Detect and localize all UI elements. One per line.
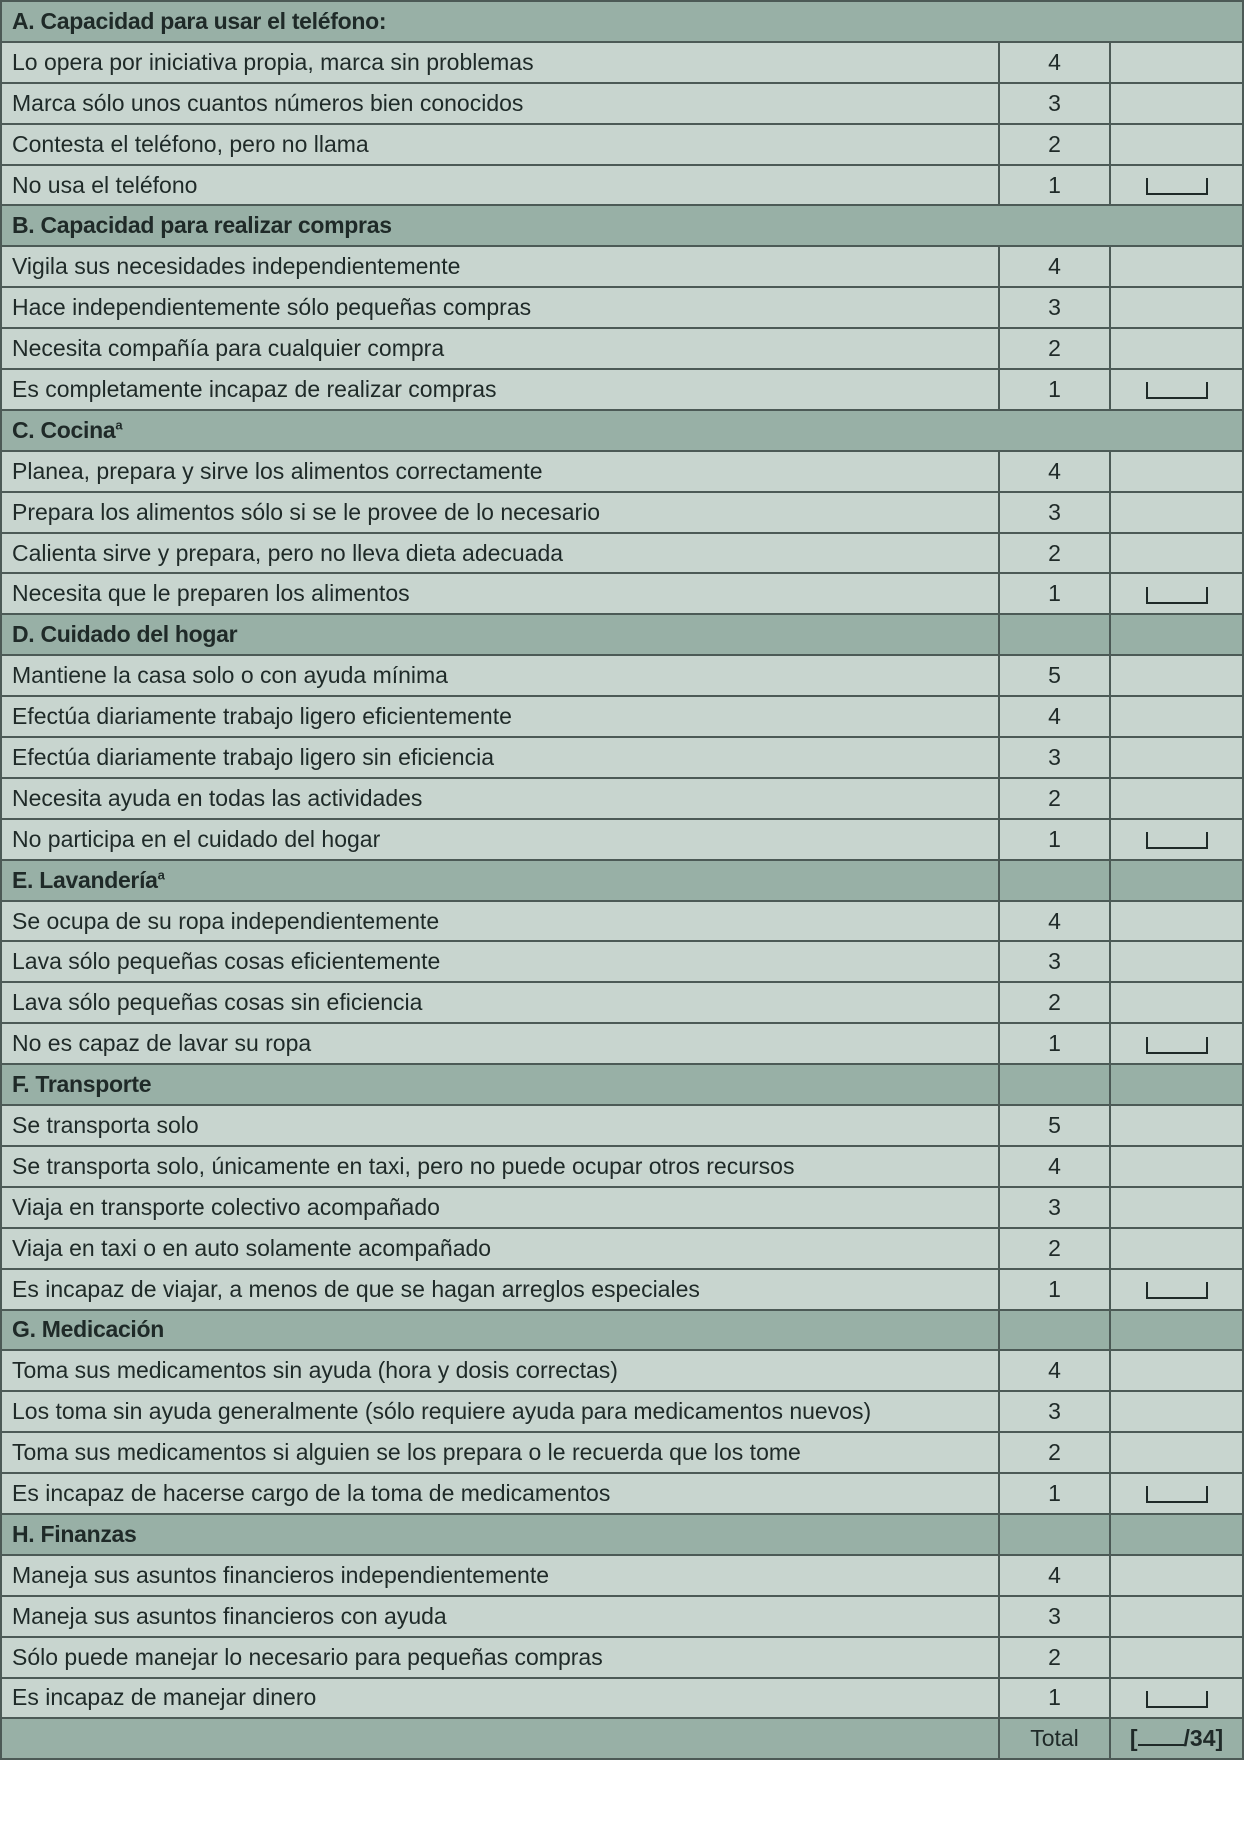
- section-score-cell: [999, 614, 1110, 655]
- option-text: Lo opera por iniciativa propia, marca sin problemas: [1, 42, 999, 83]
- score-entry-cell[interactable]: [1110, 246, 1243, 287]
- section-title-text: D. Cuidado del hogar: [12, 621, 238, 648]
- section-title: [1, 860, 999, 901]
- section-box-cell: [1110, 1310, 1243, 1351]
- total-row: [1, 1718, 1243, 1759]
- section-header-row: [1, 860, 1243, 901]
- score-entry-cell[interactable]: [1110, 1269, 1243, 1310]
- option-row: [1, 1228, 1243, 1269]
- option-score: 2: [999, 1432, 1110, 1473]
- option-row: [1, 737, 1243, 778]
- option-row: [1, 124, 1243, 165]
- option-score: 2: [999, 982, 1110, 1023]
- option-score: 2: [999, 1228, 1110, 1269]
- option-row: [1, 1596, 1243, 1637]
- score-entry-cell[interactable]: [1110, 287, 1243, 328]
- score-entry-cell[interactable]: [1110, 1023, 1243, 1064]
- option-score: 3: [999, 492, 1110, 533]
- score-entry-cell[interactable]: [1110, 573, 1243, 614]
- option-text: Toma sus medicamentos si alguien se los prepara o le recuerda que los tome: [1, 1432, 999, 1473]
- option-row: [1, 1391, 1243, 1432]
- score-entry-cell[interactable]: [1110, 42, 1243, 83]
- section-header-row: [1, 1514, 1243, 1555]
- option-row: [1, 1187, 1243, 1228]
- option-row: [1, 696, 1243, 737]
- score-entry-cell[interactable]: [1110, 165, 1243, 206]
- option-text: Es completamente incapaz de realizar compras: [1, 369, 999, 410]
- score-entry-cell[interactable]: [1110, 982, 1243, 1023]
- option-row: [1, 1432, 1243, 1473]
- section-title: [1, 614, 999, 655]
- option-row: [1, 778, 1243, 819]
- option-score: 2: [999, 1637, 1110, 1678]
- option-row: [1, 573, 1243, 614]
- option-score: 4: [999, 42, 1110, 83]
- option-text: Es incapaz de manejar dinero: [1, 1678, 999, 1719]
- option-row: [1, 369, 1243, 410]
- score-entry-cell[interactable]: [1110, 1678, 1243, 1719]
- option-text: Planea, prepara y sirve los alimentos correctamente: [1, 451, 999, 492]
- score-entry-cell[interactable]: [1110, 83, 1243, 124]
- option-score: 1: [999, 1023, 1110, 1064]
- score-entry-bracket[interactable]: [1146, 1282, 1208, 1299]
- score-entry-bracket[interactable]: [1146, 1037, 1208, 1054]
- option-text: Viaja en transporte colectivo acompañado: [1, 1187, 999, 1228]
- score-entry-cell[interactable]: [1110, 369, 1243, 410]
- option-score: 2: [999, 124, 1110, 165]
- footnote-marker: a: [115, 417, 123, 433]
- section-header-row: [1, 410, 1243, 451]
- section-title-text: E. Lavandería: [12, 866, 158, 893]
- section-title-text: A. Capacidad para usar el teléfono:: [12, 7, 387, 34]
- option-row: [1, 328, 1243, 369]
- score-entry-cell[interactable]: [1110, 1473, 1243, 1514]
- score-entry-cell[interactable]: [1110, 819, 1243, 860]
- total-max: /34]: [1183, 1725, 1224, 1752]
- option-text: Se transporta solo: [1, 1105, 999, 1146]
- option-text: Toma sus medicamentos sin ayuda (hora y dosis correctas): [1, 1350, 999, 1391]
- option-text: Se ocupa de su ropa independientemente: [1, 901, 999, 942]
- option-score: 5: [999, 655, 1110, 696]
- section-title: [1, 1514, 999, 1555]
- section-header-row: [1, 1064, 1243, 1105]
- section-title-text: C. Cocina: [12, 416, 116, 443]
- option-row: [1, 1023, 1243, 1064]
- total-open-bracket: [: [1129, 1725, 1138, 1752]
- option-text: Efectúa diariamente trabajo ligero sin eficiencia: [1, 737, 999, 778]
- section-header-row: [1, 614, 1243, 655]
- option-text: Calienta sirve y prepara, pero no lleva dieta adecuada: [1, 533, 999, 574]
- option-text: Maneja sus asuntos financieros con ayuda: [1, 1596, 999, 1637]
- option-row: [1, 1146, 1243, 1187]
- score-entry-cell[interactable]: [1110, 901, 1243, 942]
- option-text: Necesita compañía para cualquier compra: [1, 328, 999, 369]
- option-text: Lava sólo pequeñas cosas eficientemente: [1, 941, 999, 982]
- option-text: Mantiene la casa solo o con ayuda mínima: [1, 655, 999, 696]
- option-score: 5: [999, 1105, 1110, 1146]
- section-title-text: H. Finanzas: [12, 1520, 137, 1547]
- option-row: [1, 1637, 1243, 1678]
- option-row: [1, 901, 1243, 942]
- score-entry-bracket[interactable]: [1146, 178, 1208, 195]
- option-score: 4: [999, 451, 1110, 492]
- option-score: 4: [999, 1146, 1110, 1187]
- section-box-cell: [1110, 860, 1243, 901]
- option-text: Hace independientemente sólo pequeñas compras: [1, 287, 999, 328]
- option-score: 3: [999, 1391, 1110, 1432]
- score-entry-cell[interactable]: [1110, 1350, 1243, 1391]
- option-text: Se transporta solo, únicamente en taxi, pero no puede ocupar otros recursos: [1, 1146, 999, 1187]
- option-text: Marca sólo unos cuantos números bien conocidos: [1, 83, 999, 124]
- option-row: [1, 941, 1243, 982]
- section-header-row: [1, 1310, 1243, 1351]
- score-entry-bracket[interactable]: [1146, 1486, 1208, 1503]
- section-title: [1, 205, 1243, 246]
- section-score-cell: [999, 1310, 1110, 1351]
- score-entry-cell[interactable]: [1110, 655, 1243, 696]
- score-entry-cell[interactable]: [1110, 696, 1243, 737]
- score-entry-cell[interactable]: [1110, 1187, 1243, 1228]
- option-row: [1, 83, 1243, 124]
- option-score: 1: [999, 573, 1110, 614]
- option-score: 1: [999, 369, 1110, 410]
- section-box-cell: [1110, 614, 1243, 655]
- option-text: Prepara los alimentos sólo si se le provee de lo necesario: [1, 492, 999, 533]
- score-entry-cell[interactable]: [1110, 1228, 1243, 1269]
- score-entry-cell[interactable]: [1110, 1555, 1243, 1596]
- option-row: [1, 533, 1243, 574]
- score-entry-cell[interactable]: [1110, 1391, 1243, 1432]
- score-entry-cell[interactable]: [1110, 328, 1243, 369]
- option-row: [1, 819, 1243, 860]
- option-score: 2: [999, 328, 1110, 369]
- total-spacer: [1, 1718, 999, 1759]
- score-entry-cell[interactable]: [1110, 1146, 1243, 1187]
- option-text: Vigila sus necesidades independientemente: [1, 246, 999, 287]
- option-text: Lava sólo pequeñas cosas sin eficiencia: [1, 982, 999, 1023]
- score-entry-cell[interactable]: [1110, 1596, 1243, 1637]
- section-box-cell: [1110, 1514, 1243, 1555]
- option-score: 1: [999, 1473, 1110, 1514]
- section-header-row: [1, 1, 1243, 42]
- score-entry-cell[interactable]: [1110, 533, 1243, 574]
- option-score: 3: [999, 1596, 1110, 1637]
- option-text: Los toma sin ayuda generalmente (sólo requiere ayuda para medicamentos nuevos): [1, 1391, 999, 1432]
- option-row: [1, 1555, 1243, 1596]
- score-entry-bracket[interactable]: [1146, 587, 1208, 604]
- option-row: [1, 1350, 1243, 1391]
- section-header-row: [1, 205, 1243, 246]
- option-score: 1: [999, 1269, 1110, 1310]
- option-score: 3: [999, 83, 1110, 124]
- option-score: 4: [999, 1555, 1110, 1596]
- score-entry-cell[interactable]: [1110, 737, 1243, 778]
- section-title: [1, 1310, 999, 1351]
- option-row: [1, 1105, 1243, 1146]
- total-blank[interactable]: [1138, 1726, 1184, 1746]
- option-text: Necesita ayuda en todas las actividades: [1, 778, 999, 819]
- option-score: 1: [999, 819, 1110, 860]
- section-title-text: F. Transporte: [12, 1071, 152, 1098]
- score-entry-cell[interactable]: [1110, 451, 1243, 492]
- footnote-marker: a: [157, 866, 165, 882]
- option-text: Maneja sus asuntos financieros independientemente: [1, 1555, 999, 1596]
- option-text: Contesta el teléfono, pero no llama: [1, 124, 999, 165]
- option-score: 3: [999, 737, 1110, 778]
- section-score-cell: [999, 1514, 1110, 1555]
- score-entry-cell[interactable]: [1110, 1105, 1243, 1146]
- option-row: [1, 287, 1243, 328]
- option-score: 1: [999, 1678, 1110, 1719]
- score-entry-cell[interactable]: [1110, 124, 1243, 165]
- section-score-cell: [999, 1064, 1110, 1105]
- option-score: 3: [999, 1187, 1110, 1228]
- option-row: [1, 1678, 1243, 1719]
- option-row: [1, 246, 1243, 287]
- option-text: Es incapaz de viajar, a menos de que se hagan arreglos especiales: [1, 1269, 999, 1310]
- section-score-cell: [999, 860, 1110, 901]
- option-row: [1, 451, 1243, 492]
- option-row: [1, 655, 1243, 696]
- option-text: No es capaz de lavar su ropa: [1, 1023, 999, 1064]
- option-score: 4: [999, 901, 1110, 942]
- option-text: No participa en el cuidado del hogar: [1, 819, 999, 860]
- section-title: [1, 410, 1243, 451]
- option-row: [1, 1269, 1243, 1310]
- score-entry-cell[interactable]: [1110, 1637, 1243, 1678]
- section-title-text: G. Medicación: [12, 1316, 165, 1343]
- score-entry-bracket[interactable]: [1146, 382, 1208, 399]
- option-score: 4: [999, 246, 1110, 287]
- option-text: Sólo puede manejar lo necesario para pequeñas compras: [1, 1637, 999, 1678]
- score-entry-cell[interactable]: [1110, 778, 1243, 819]
- option-text: Necesita que le preparen los alimentos: [1, 573, 999, 614]
- option-text: No usa el teléfono: [1, 165, 999, 206]
- option-text: Viaja en taxi o en auto solamente acompañado: [1, 1228, 999, 1269]
- option-score: 1: [999, 165, 1110, 206]
- option-score: 3: [999, 287, 1110, 328]
- option-row: [1, 982, 1243, 1023]
- option-score: 4: [999, 696, 1110, 737]
- score-entry-bracket[interactable]: [1146, 832, 1208, 849]
- score-entry-cell[interactable]: [1110, 941, 1243, 982]
- option-text: Efectúa diariamente trabajo ligero eficientemente: [1, 696, 999, 737]
- option-row: [1, 42, 1243, 83]
- score-entry-cell[interactable]: [1110, 492, 1243, 533]
- option-score: 2: [999, 533, 1110, 574]
- section-title: [1, 1, 1243, 42]
- total-entry-cell[interactable]: [1110, 1718, 1243, 1759]
- option-row: [1, 492, 1243, 533]
- option-row: [1, 1473, 1243, 1514]
- option-score: 2: [999, 778, 1110, 819]
- section-box-cell: [1110, 1064, 1243, 1105]
- table-body: [1, 1, 1243, 1759]
- score-entry-cell[interactable]: [1110, 1432, 1243, 1473]
- score-entry-bracket[interactable]: [1146, 1691, 1208, 1708]
- option-text: Es incapaz de hacerse cargo de la toma de medicamentos: [1, 1473, 999, 1514]
- option-row: [1, 165, 1243, 206]
- section-title-text: B. Capacidad para realizar compras: [12, 212, 392, 239]
- option-score: 4: [999, 1350, 1110, 1391]
- total-label: Total: [999, 1718, 1110, 1759]
- option-score: 3: [999, 941, 1110, 982]
- section-title: [1, 1064, 999, 1105]
